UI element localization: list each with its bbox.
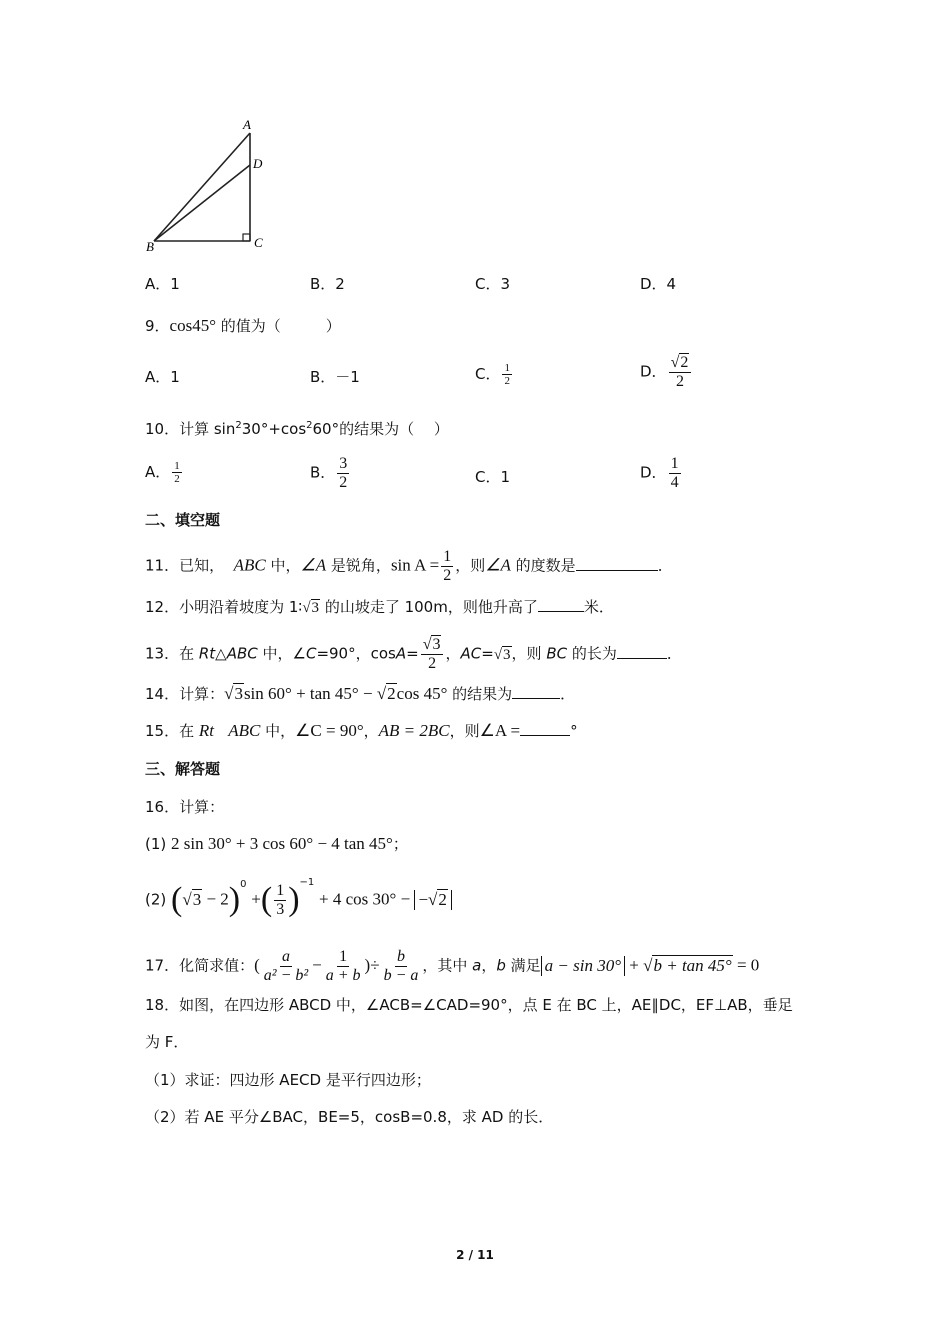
section-fill-blank-heading: 二、填空题 (145, 511, 221, 529)
q18-sub1: （1）求证：四边形 AECD 是平行四边形； (145, 1071, 431, 1089)
q12: 12．小明沿着坡度为 1∶√3 的山坡走了 100m，则他升高了 米． (145, 598, 614, 616)
q10-option-c: C．1 (475, 468, 511, 486)
q9-stem: 9．cos45° 的值为（ ） (145, 316, 341, 335)
q14: 14．计算：√3sin 60° + tan 45° − √2cos 45° 的结果为 ． (145, 684, 576, 703)
q16-title: 16．计算： (145, 798, 225, 816)
q9-option-c: C． $\frac{1}{2}$ (475, 362, 510, 388)
label-b: B (146, 239, 154, 254)
q10-option-a: A． $\frac{1}{2}$ (145, 460, 180, 486)
q16-part2: (2) $(√3 - 2)^0$ +( $\frac{1}{3}$ )$^{-1}$ + 4 cos 30° − −√2 (145, 882, 452, 918)
q8-option-a: A．1 (145, 275, 180, 293)
q8-option-c: C．3 (475, 275, 511, 293)
segment-bd (154, 165, 250, 241)
q10-stem: 10．计算 $\sin^230^\circ+\cos^260^\circ$的结果为（ ） (145, 420, 449, 438)
triangle-figure (140, 115, 280, 255)
label-a: A (243, 117, 251, 132)
q17: 17．化简求值：( $\frac{a}{\text{a² − b²}}$ − $\frac{1}{a + b}$ )÷ $\frac{b}{b - a}$ ，其中 a，b 满足 a − sin 30° + √b + tan 45° = 0 (145, 948, 760, 984)
q18-line1: 18．如图，在四边形 ABCD 中，∠ACB=∠CAD=90°，点 E 在 BC 上，AE∥DC，EF⊥AB，垂足 (145, 996, 793, 1014)
q9-option-d: D． $\frac{√2}{2}$ (640, 354, 693, 390)
page-number: 2 / 11 (456, 1248, 494, 1262)
label-c: C (254, 235, 263, 250)
right-angle-mark (243, 234, 250, 241)
q8-option-b: B．2 (310, 275, 345, 293)
q9-option-b: B．－1 (310, 368, 360, 386)
label-d: D (253, 156, 263, 171)
q11: 11．已知， ABC 中，∠A 是锐角，sin A = $\frac{1}{2}$ ，则∠A 的度数是 ． (145, 548, 673, 584)
q13: 13．在 Rt△ABC 中，∠C=90°，cosA= $\frac{√3}{2}$ ，AC=√3，则 BC 的长为 ． (145, 636, 682, 672)
q10-option-d: D． $\frac{1}{4}$ (640, 455, 679, 491)
q15: 15．在 Rt ABC 中，∠C = 90°，AB = 2BC，则∠A = ° (145, 721, 578, 740)
q16-part1: (1) 2 sin 30° + 3 cos 60° − 4 tan 45°； (145, 834, 408, 853)
section-solve-heading: 三、解答题 (145, 760, 221, 778)
q8-option-d: D．4 (640, 275, 677, 293)
q18-sub2: （2）若 AE 平分∠BAC，BE=5，cosB=0.8，求 AD 的长． (145, 1108, 554, 1126)
q9-option-a: A．1 (145, 368, 180, 386)
q18-line2: 为 F． (145, 1033, 189, 1051)
q10-option-b: B． $\frac{3}{2}$ (310, 455, 348, 491)
segment-ab (154, 133, 250, 241)
